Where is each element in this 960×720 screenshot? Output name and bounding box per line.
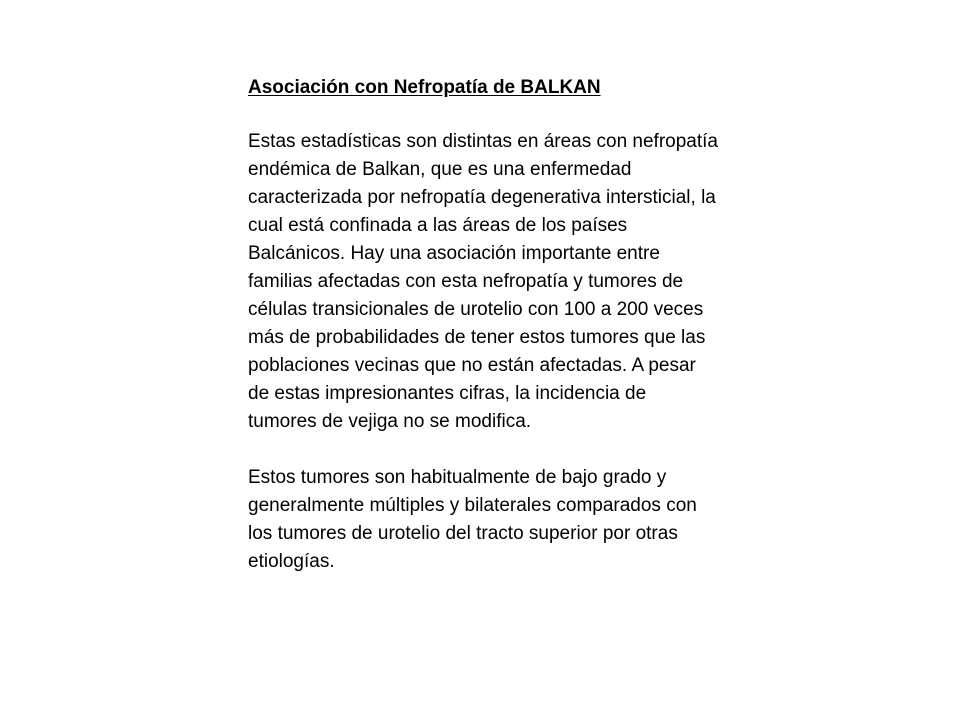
slide-text-box <box>248 74 718 576</box>
paragraph-tumor-characteristics: Estos tumores son habitualmente de bajo grado y generalmente múltiples y bilaterales comparados con los tumores de urotelio del tracto superior por otras etiologías. <box>248 467 697 572</box>
spacer <box>248 102 718 128</box>
slide-title: Asociación con Nefropatía de BALKAN <box>248 77 601 98</box>
paragraph-balkan-statistics: Estas estadísticas son distintas en áreas con nefropatía endémica de Balkan, que es una enfermedad caracterizada por nefropatía degenerativa intersticial, la cual está confinada a las áreas de los países Balcánicos. Hay una asociación importante entre familias afectadas con esta nefropatía y tumores de células transicionales de urotelio con 100 a 200 veces más de probabilidades de tener estos tumores que las poblaciones vecinas que no están afectadas. A pesar de estas impresionantes cifras, la incidencia de tumores de vejiga no se modifica. <box>248 131 718 432</box>
spacer <box>248 436 718 464</box>
